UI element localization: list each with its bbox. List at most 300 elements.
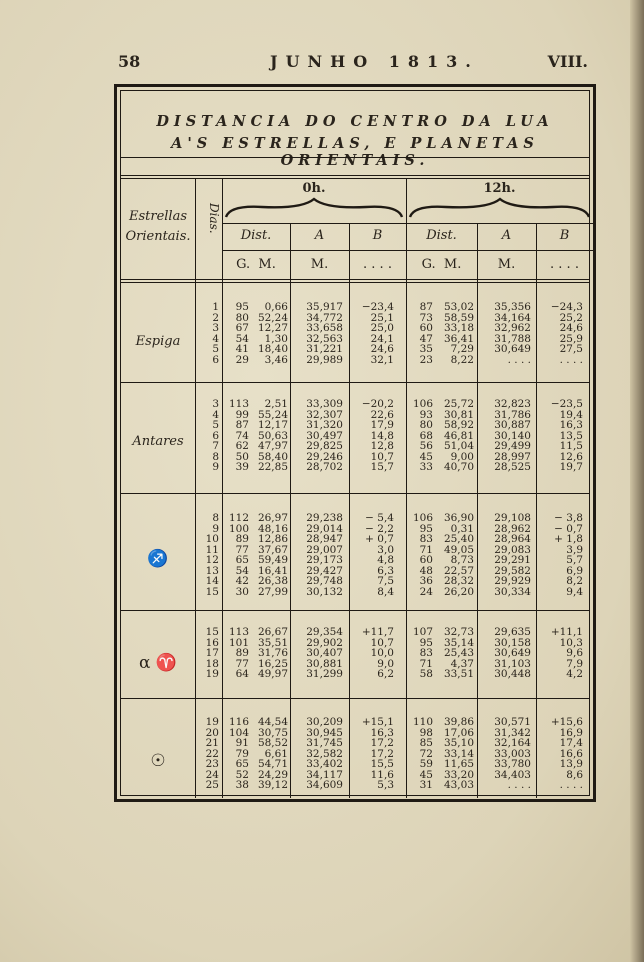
table-cell: 5 bbox=[212, 343, 219, 355]
table-cell: 16,6 bbox=[559, 747, 583, 760]
table-cell: 34,117 bbox=[306, 768, 343, 781]
table-cell: 29,499 bbox=[494, 440, 531, 452]
table-cell: 19,4 bbox=[559, 408, 583, 421]
table-cell: − 2,2 bbox=[365, 522, 394, 535]
table-cell: 29,173 bbox=[306, 554, 343, 566]
table-cell: 30,571 bbox=[494, 716, 531, 728]
table-cell: 28,947 bbox=[306, 533, 343, 545]
table-cell: 19 bbox=[205, 716, 219, 728]
table-cell: 49,05 bbox=[443, 543, 474, 556]
table-cell: 16,41 bbox=[257, 564, 288, 577]
table-cell: 28,702 bbox=[306, 461, 343, 473]
table-cell: 16,25 bbox=[257, 657, 288, 670]
table-cell: 73 bbox=[419, 311, 433, 324]
column-g2 bbox=[409, 513, 433, 597]
table-cell: −23,5 bbox=[550, 398, 583, 410]
header-a-2: A bbox=[501, 228, 512, 243]
table-cell: . . . . bbox=[559, 779, 583, 791]
table-cell: 12 bbox=[205, 554, 219, 566]
table-cell: 79 bbox=[235, 747, 249, 760]
table-cell: 8,6 bbox=[566, 768, 583, 781]
table-cell: 28,525 bbox=[494, 461, 531, 473]
table-cell: 6,61 bbox=[264, 747, 288, 760]
table-cell: 64 bbox=[235, 668, 249, 680]
units-a-2: M. bbox=[497, 257, 516, 272]
column-b1 bbox=[352, 399, 394, 473]
star-label: α ♈ bbox=[138, 653, 178, 673]
table-cell: 3,46 bbox=[264, 353, 288, 366]
table-cell: 99 bbox=[235, 408, 249, 421]
table-cell: 35,14 bbox=[443, 636, 474, 649]
table-cell: 7,29 bbox=[450, 343, 474, 355]
table-cell: 18,40 bbox=[257, 343, 288, 355]
group-separator bbox=[121, 698, 589, 699]
table-cell: 68 bbox=[419, 429, 433, 442]
table-cell: 38 bbox=[235, 779, 249, 791]
table-cell: 80 bbox=[419, 419, 433, 431]
column-a1 bbox=[293, 399, 343, 473]
table-cell: 30,209 bbox=[306, 716, 343, 728]
table-cell: 31,76 bbox=[257, 647, 288, 659]
table-cell: 10,7 bbox=[370, 636, 394, 649]
star-label: ♐ bbox=[147, 549, 169, 569]
table-cell: 112 bbox=[228, 512, 249, 524]
table-cell: 62 bbox=[235, 440, 249, 452]
table-cell: 89 bbox=[235, 647, 249, 659]
table-cell: 12,27 bbox=[257, 322, 288, 334]
table-cell: 6,2 bbox=[377, 668, 394, 680]
header-time-12h: 12h. bbox=[483, 181, 516, 196]
column-a1 bbox=[293, 302, 343, 365]
table-cell: 22,85 bbox=[257, 461, 288, 473]
table-cell: 0,31 bbox=[450, 522, 474, 535]
table-cell: 17 bbox=[205, 647, 219, 659]
table-cell: 34,609 bbox=[306, 779, 343, 791]
table-cell: 18 bbox=[205, 657, 219, 670]
table-cell: 33,780 bbox=[494, 758, 531, 770]
a2-b2-divider bbox=[536, 223, 537, 798]
table-cell: 19,7 bbox=[559, 461, 583, 473]
column-m2 bbox=[436, 627, 474, 680]
units-a-1: M. bbox=[310, 257, 329, 272]
column-b1 bbox=[352, 717, 394, 791]
column-b1 bbox=[352, 302, 394, 365]
column-b2 bbox=[539, 627, 583, 680]
table-cell: 36,90 bbox=[443, 512, 474, 524]
header-a-1: A bbox=[314, 228, 325, 243]
column-b1 bbox=[352, 513, 394, 597]
table-cell: 27,5 bbox=[559, 343, 583, 355]
table-cell: 32,73 bbox=[443, 626, 474, 638]
units-b-1: . . . . bbox=[363, 257, 392, 272]
table-cell: 31,788 bbox=[494, 332, 531, 345]
column-g2 bbox=[409, 627, 433, 680]
table-cell: 33,51 bbox=[443, 668, 474, 680]
table-cell: 95 bbox=[235, 301, 249, 313]
table-cell: 58,92 bbox=[443, 419, 474, 431]
table-cell: 16,3 bbox=[370, 726, 394, 739]
table-cell: +15,6 bbox=[550, 716, 583, 728]
title-rule bbox=[121, 157, 589, 158]
header-stars: Estrellas Orientais. bbox=[125, 209, 191, 244]
table-cell: 2,51 bbox=[264, 398, 288, 410]
header-bottom-rule-double bbox=[121, 282, 589, 283]
table-cell: 87 bbox=[419, 301, 433, 313]
table-cell: 17,2 bbox=[370, 747, 394, 760]
dist1-a-divider bbox=[290, 223, 291, 798]
column-g1 bbox=[225, 717, 249, 791]
table-cell: 32,582 bbox=[306, 747, 343, 760]
table-cell: 45 bbox=[419, 450, 433, 463]
units-dist-1: G. M. bbox=[236, 257, 276, 272]
table-cell: 55,24 bbox=[257, 408, 288, 421]
column-days bbox=[197, 627, 219, 680]
table-cell: 29,014 bbox=[306, 522, 343, 535]
column-m2 bbox=[436, 302, 474, 365]
group-separator bbox=[121, 493, 589, 494]
table-cell: 31,786 bbox=[494, 408, 531, 421]
table-cell: 30,649 bbox=[494, 343, 531, 355]
table-cell: 26,20 bbox=[443, 585, 474, 598]
column-a2 bbox=[481, 399, 531, 473]
table-cell: 4,2 bbox=[566, 668, 583, 680]
table-cell: 39 bbox=[235, 461, 249, 473]
table-cell: 30,132 bbox=[306, 585, 343, 598]
units-dist-2: G. M. bbox=[421, 257, 462, 272]
table-cell: 33 bbox=[419, 461, 433, 473]
table-cell: +15,1 bbox=[361, 716, 394, 728]
table-cell: 36 bbox=[419, 575, 433, 587]
table-cell: 13 bbox=[205, 564, 219, 577]
table-cell: 21 bbox=[205, 737, 219, 749]
table-cell: 32,307 bbox=[306, 408, 343, 421]
table-cell: 83 bbox=[419, 533, 433, 545]
table-cell: 44,54 bbox=[257, 716, 288, 728]
table-cell: 85 bbox=[419, 737, 433, 749]
table-cell: 0,66 bbox=[264, 301, 288, 313]
table-cell: 35,356 bbox=[494, 301, 531, 313]
table-cell: 10 bbox=[205, 533, 219, 545]
table-cell: 31,342 bbox=[494, 726, 531, 739]
table-cell: 15,7 bbox=[370, 461, 394, 473]
table-cell: 40,70 bbox=[443, 461, 474, 473]
table-title-line-2: A'S ESTRELLAS, E PLANETAS ORIENTAIS. bbox=[171, 135, 539, 169]
table-cell: 25,9 bbox=[559, 332, 583, 345]
table-cell: 25,72 bbox=[443, 398, 474, 410]
table-cell: 11,65 bbox=[443, 758, 474, 770]
column-g2 bbox=[409, 717, 433, 791]
table-cell: 106 bbox=[412, 512, 433, 524]
table-cell: 29,635 bbox=[494, 626, 531, 638]
table-cell: 9,00 bbox=[450, 450, 474, 463]
table-cell: 35,917 bbox=[306, 301, 343, 313]
units-b-2: . . . . bbox=[550, 257, 579, 272]
table-cell: 3 bbox=[212, 322, 219, 334]
table-cell: 95 bbox=[419, 636, 433, 649]
table-cell: 60 bbox=[419, 322, 433, 334]
table-cell: 33,658 bbox=[306, 322, 343, 334]
units-rule bbox=[222, 250, 593, 251]
table-cell: 35 bbox=[419, 343, 433, 355]
table-cell: 12,6 bbox=[559, 450, 583, 463]
column-m1 bbox=[252, 513, 288, 597]
table-cell: 31 bbox=[419, 779, 433, 791]
table-cell: +11,1 bbox=[550, 626, 583, 638]
table-cell: 32,563 bbox=[306, 332, 343, 345]
table-cell: 24,6 bbox=[559, 322, 583, 334]
column-a2 bbox=[481, 627, 531, 680]
table-cell: 29,748 bbox=[306, 575, 343, 587]
table-cell: 110 bbox=[412, 716, 433, 728]
column-a1 bbox=[293, 513, 343, 597]
table-cell: 6 bbox=[212, 353, 219, 366]
table-cell: 36,41 bbox=[443, 332, 474, 345]
table-cell: 26,38 bbox=[257, 575, 288, 587]
table-cell: 3 bbox=[212, 398, 219, 410]
table-cell: 15 bbox=[205, 626, 219, 638]
star-label: Espiga bbox=[135, 334, 181, 349]
table-cell: 20 bbox=[205, 726, 219, 739]
table-cell: 29,238 bbox=[306, 512, 343, 524]
page-number: 58 bbox=[118, 52, 141, 71]
table-cell: 52 bbox=[235, 768, 249, 781]
table-cell: 33,20 bbox=[443, 768, 474, 781]
table-cell: 107 bbox=[412, 626, 433, 638]
table-cell: 50 bbox=[235, 450, 249, 463]
table-cell: . . . . bbox=[559, 353, 583, 366]
table-cell: 77 bbox=[235, 543, 249, 556]
column-a2 bbox=[481, 513, 531, 597]
column-m2 bbox=[436, 399, 474, 473]
table-cell: 28,997 bbox=[494, 450, 531, 463]
table-cell: 29,825 bbox=[306, 440, 343, 452]
table-cell: 106 bbox=[412, 398, 433, 410]
brace-0h bbox=[222, 195, 406, 221]
header-b-1: B bbox=[372, 228, 383, 243]
column-b1 bbox=[352, 627, 394, 680]
table-cell: 7,5 bbox=[377, 575, 394, 587]
table-cell: 116 bbox=[228, 716, 249, 728]
table-title-line-1: DISTANCIA DO CENTRO DA LUA bbox=[156, 113, 554, 130]
table-cell: 71 bbox=[419, 657, 433, 670]
table-cell: 2 bbox=[212, 311, 219, 324]
table-cell: 8,4 bbox=[377, 585, 394, 598]
table-cell: 3,0 bbox=[377, 543, 394, 556]
column-m1 bbox=[252, 627, 288, 680]
table-cell: 34,164 bbox=[494, 311, 531, 324]
table-cell: 1,30 bbox=[264, 332, 288, 345]
table-cell: 26,97 bbox=[257, 512, 288, 524]
table-cell: 25 bbox=[205, 779, 219, 791]
table-cell: 4 bbox=[212, 408, 219, 421]
table-cell: 25,40 bbox=[443, 533, 474, 545]
table-cell: 31,745 bbox=[306, 737, 343, 749]
table-cell: 10,3 bbox=[559, 636, 583, 649]
group-separator bbox=[121, 610, 589, 611]
table-cell: 74 bbox=[235, 429, 249, 442]
table-cell: 19 bbox=[205, 668, 219, 680]
table-cell: 11,6 bbox=[370, 768, 394, 781]
star-label: Antares bbox=[132, 434, 184, 449]
table-cell: 39,12 bbox=[257, 779, 288, 791]
table-cell: 30,81 bbox=[443, 408, 474, 421]
table-cell: 32,823 bbox=[494, 398, 531, 410]
table-cell: 50,63 bbox=[257, 429, 288, 442]
column-b2 bbox=[539, 302, 583, 365]
table-cell: 4,37 bbox=[450, 657, 474, 670]
column-g1 bbox=[225, 513, 249, 597]
table-cell: 12,17 bbox=[257, 419, 288, 431]
table-cell: 22,6 bbox=[370, 408, 394, 421]
table-cell: 6 bbox=[212, 429, 219, 442]
table-cell: 1 bbox=[212, 301, 219, 313]
table-cell: 5,7 bbox=[566, 554, 583, 566]
column-g1 bbox=[225, 627, 249, 680]
table-inner bbox=[120, 90, 590, 796]
table-cell: − 3,8 bbox=[554, 512, 583, 524]
table-cell: 10,0 bbox=[370, 647, 394, 659]
table-cell: 14 bbox=[205, 575, 219, 587]
column-b2 bbox=[539, 513, 583, 597]
table-cell: 32,1 bbox=[370, 353, 394, 366]
table-cell: 29,929 bbox=[494, 575, 531, 587]
table-cell: 54 bbox=[235, 332, 249, 345]
table-cell: 30,945 bbox=[306, 726, 343, 739]
table-cell: 3,9 bbox=[566, 543, 583, 556]
table-cell: 30,887 bbox=[494, 419, 531, 431]
column-b2 bbox=[539, 717, 583, 791]
table-cell: 42 bbox=[235, 575, 249, 587]
table-cell: 30,140 bbox=[494, 429, 531, 442]
table-cell: 72 bbox=[419, 747, 433, 760]
table-cell: 31,320 bbox=[306, 419, 343, 431]
dist2-a-divider bbox=[477, 223, 478, 798]
table-cell: 29,291 bbox=[494, 554, 531, 566]
table-cell: 77 bbox=[235, 657, 249, 670]
table-cell: 23 bbox=[419, 353, 433, 366]
header-dist-2: Dist. bbox=[426, 228, 457, 243]
table-cell: 9 bbox=[212, 522, 219, 535]
table-cell: 9,0 bbox=[377, 657, 394, 670]
table-cell: 30,448 bbox=[494, 668, 531, 680]
column-days bbox=[197, 399, 219, 473]
table-cell: 17,4 bbox=[559, 737, 583, 749]
table-cell: 9,4 bbox=[566, 585, 583, 598]
table-cell: 8,73 bbox=[450, 554, 474, 566]
table-cell: 30 bbox=[235, 585, 249, 598]
table-cell: 17,9 bbox=[370, 419, 394, 431]
table-cell: 10,7 bbox=[370, 450, 394, 463]
table-cell: 11 bbox=[205, 543, 219, 556]
header-dist-1: Dist. bbox=[240, 228, 272, 243]
table-cell: 25,0 bbox=[370, 322, 394, 334]
table-cell: 54 bbox=[235, 564, 249, 577]
table-cell: 7,9 bbox=[566, 657, 583, 670]
table-cell: −23,4 bbox=[361, 301, 394, 313]
subheader-rule bbox=[222, 223, 593, 224]
table-cell: 31,103 bbox=[494, 657, 531, 670]
table-cell: 6,3 bbox=[377, 564, 394, 577]
table-cell: 35,51 bbox=[257, 636, 288, 649]
table-cell: 35,10 bbox=[443, 737, 474, 749]
table-cell: 9,6 bbox=[566, 647, 583, 659]
table-cell: 5,3 bbox=[377, 779, 394, 791]
table-cell: 59 bbox=[419, 758, 433, 770]
table-cell: 34,772 bbox=[306, 311, 343, 324]
table-cell: 46,81 bbox=[443, 429, 474, 442]
header-days: Dias. bbox=[207, 203, 221, 234]
table-cell: 30,497 bbox=[306, 429, 343, 442]
column-g2 bbox=[409, 302, 433, 365]
table-cell: 80 bbox=[235, 311, 249, 324]
table-cell: 58,52 bbox=[257, 737, 288, 749]
a1-b1-divider bbox=[349, 223, 350, 798]
table-cell: 8 bbox=[212, 512, 219, 524]
table-cell: 31,299 bbox=[306, 668, 343, 680]
brace-12h bbox=[406, 195, 593, 221]
table-cell: 39,86 bbox=[443, 716, 474, 728]
signature-mark: VIII. bbox=[547, 52, 588, 71]
table-cell: 54,71 bbox=[257, 758, 288, 770]
table-cell: 53,02 bbox=[443, 301, 474, 313]
table-cell: 12,8 bbox=[370, 440, 394, 452]
table-cell: 43,03 bbox=[443, 779, 474, 791]
table-cell: 15,5 bbox=[370, 758, 394, 770]
column-a2 bbox=[481, 717, 531, 791]
table-cell: 29,007 bbox=[306, 543, 343, 556]
table-cell: 4,8 bbox=[377, 554, 394, 566]
header-bottom-rule bbox=[121, 279, 589, 280]
table-cell: 29,582 bbox=[494, 564, 531, 577]
table-cell: 58,59 bbox=[443, 311, 474, 324]
table-cell: 65 bbox=[235, 554, 249, 566]
table-cell: 9 bbox=[212, 461, 219, 473]
table-frame bbox=[114, 84, 596, 802]
table-cell: 23 bbox=[205, 758, 219, 770]
table-cell: 65 bbox=[235, 758, 249, 770]
column-g1 bbox=[225, 399, 249, 473]
table-cell: 52,24 bbox=[257, 311, 288, 324]
table-cell: 8 bbox=[212, 450, 219, 463]
table-cell: 47,97 bbox=[257, 440, 288, 452]
table-cell: 32,164 bbox=[494, 737, 531, 749]
table-cell: 31,221 bbox=[306, 343, 343, 355]
table-cell: 33,309 bbox=[306, 398, 343, 410]
table-cell: 25,1 bbox=[370, 311, 394, 324]
table-cell: 30,649 bbox=[494, 647, 531, 659]
stars-col-divider bbox=[195, 178, 196, 798]
table-cell: 30,881 bbox=[306, 657, 343, 670]
column-a1 bbox=[293, 627, 343, 680]
table-cell: 30,75 bbox=[257, 726, 288, 739]
table-cell: 26,67 bbox=[257, 626, 288, 638]
column-a1 bbox=[293, 717, 343, 791]
table-cell: 100 bbox=[228, 522, 249, 535]
table-cell: 29,108 bbox=[494, 512, 531, 524]
table-cell: 98 bbox=[419, 726, 433, 739]
header-top-rule bbox=[121, 175, 589, 176]
table-cell: 8,2 bbox=[566, 575, 583, 587]
table-cell: 6,9 bbox=[566, 564, 583, 577]
table-cell: . . . . bbox=[507, 353, 531, 366]
table-cell: 56 bbox=[419, 440, 433, 452]
page-title: JUNHO 1813. bbox=[270, 52, 479, 71]
table-cell: 25,2 bbox=[559, 311, 583, 324]
table-cell: 89 bbox=[235, 533, 249, 545]
table-cell: 32,962 bbox=[494, 322, 531, 334]
table-cell: 113 bbox=[228, 398, 249, 410]
table-cell: 24,6 bbox=[370, 343, 394, 355]
